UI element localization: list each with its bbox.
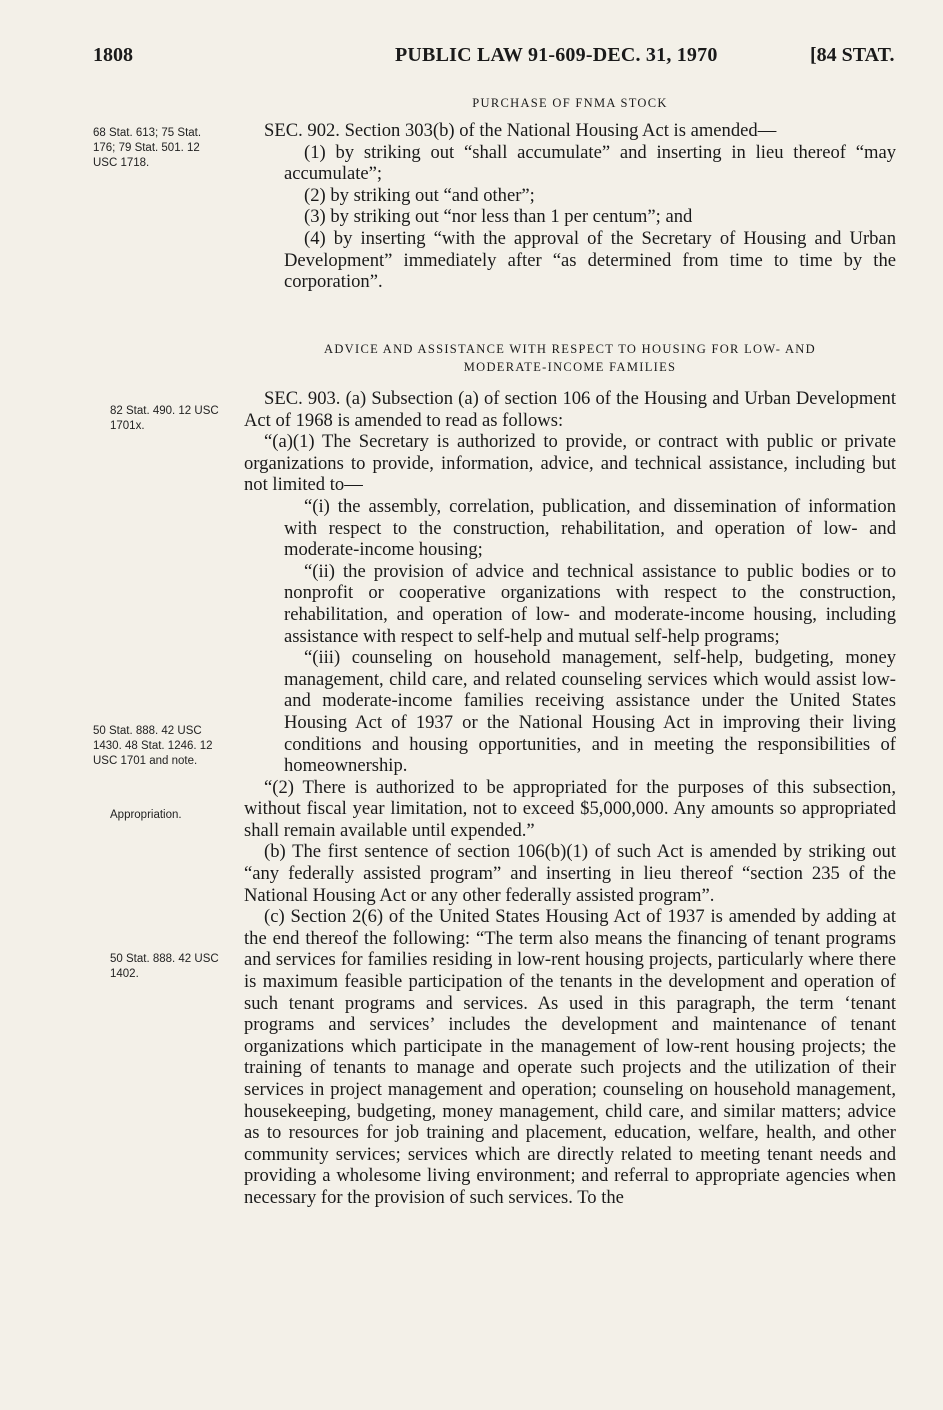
clause-i: “(i) the assembly, correlation, publication, and dissemination of information with respect to the construction, rehabilitation, and operation of low- and moderate-income housing; [284,495,896,561]
margin-note-clause-iii: 50 Stat. 888. 42 USC 1430. 48 Stat. 1246. 12 USC 1701 and note. [93,725,213,767]
clause-iii: “(iii) counseling on household management, self-help, budgeting, money management, child care, and related counseling services which would assist low- and moderate-income families receiving assistance under the United States Housing Act of 1937 or the National Housing Act in improving their living conditions and housing opportunities, and in meeting the responsibilities of homeownership. [284,647,896,777]
section-intro: SEC. 902. Section 303(b) of the National Housing Act is amended— [264,120,777,141]
paragraph-c: (c) Section 2(6) of the United States Housing Act of 1937 is amended by adding at the end thereof the following: “The term also means the financing of tenant programs and services for families residing in low-rent housing projects, particularly where there is maximum feasible participation of the tenants in the development and operation of such tenant programs and services. As used in this paragraph, the term ‘tenant programs and services’ includes the development and maintenance of tenant organizations which participate in the management of low-rent housing projects; the training of tenants to manage and operate such projects and the utilization of their services in project management and operation; counseling on household management, housekeeping, budgeting, money management, child care, and similar matters; advice as to resources for job training and placement, education, welfare, health, and other community services; services which are directly related to meeting tenant needs and providing a wholesome living environment; and referral to appropriate agencies when necessary for the provision of such services. To the [244,906,896,1208]
margin-note-sec902: 68 Stat. 613; 75 Stat. 176; 79 Stat. 501. 12 USC 1718. [93,127,202,169]
section-intro: SEC. 903. (a) Subsection (a) of section 106 of the Housing and Urban Development Act of 1968 is amended to read as follows: [244,388,896,431]
paragraph-b: (b) The first sentence of section 106(b)(1) of such Act is amended by striking out “any federally assisted program” and inserting in lieu thereof “section 235 of the National Housing Act or any other federally assisted program”. [244,841,896,906]
section-heading-line2: MODERATE-INCOME FAMILIES [463,360,677,374]
running-header [0,44,943,78]
section-903 [244,340,896,1209]
margin-note-sec903-intro: 82 Stat. 490. 12 USC 1701x. [110,405,219,432]
amendment-item: (1) by striking out “shall accumulate” and inserting in lieu thereof “may accumulate”; [284,141,896,185]
section-heading: PURCHASE OF FNMA STOCK [472,96,668,110]
amendment-item: (2) by striking out “and other”; [304,184,535,206]
clause-ii: “(ii) the provision of advice and technical assistance to public bodies or to nonprofit or cooperative organizations with respect to the construction, rehabilitation, and operation of low- and moderate-income housing, including assistance with respect to self-help and mutual self-help programs; [284,560,896,647]
amendment-item: (3) by striking out “nor less than 1 per centum”; and [304,206,693,228]
section-902 [244,94,896,293]
margin-note-appropriation: Appropriation. [110,809,182,821]
paragraph-a2: “(2) There is authorized to be appropriated for the purposes of this subsection, without fiscal year limitation, not to exceed $5,000,000. Any amounts so appropriated shall remain available until expended.” [244,776,896,841]
statute-volume: [84 STAT. [810,44,895,66]
margin-note-sec903-c: 50 Stat. 888. 42 USC 1402. [110,953,219,980]
section-heading-line1: ADVICE AND ASSISTANCE WITH RESPECT TO HOUSING FOR LOW- AND [324,342,816,356]
page-number: 1808 [93,44,133,66]
page-title: PUBLIC LAW 91-609-DEC. 31, 1970 [395,44,718,66]
amendment-item: (4) by inserting “with the approval of the Secretary of Housing and Urban Development” immediately after “as determined from time to time by the corporation”. [284,227,896,293]
paragraph-a1: “(a)(1) The Secretary is authorized to provide, or contract with public or private organizations to provide, information, advice, and technical assistance, including but not limited to— [244,431,896,496]
